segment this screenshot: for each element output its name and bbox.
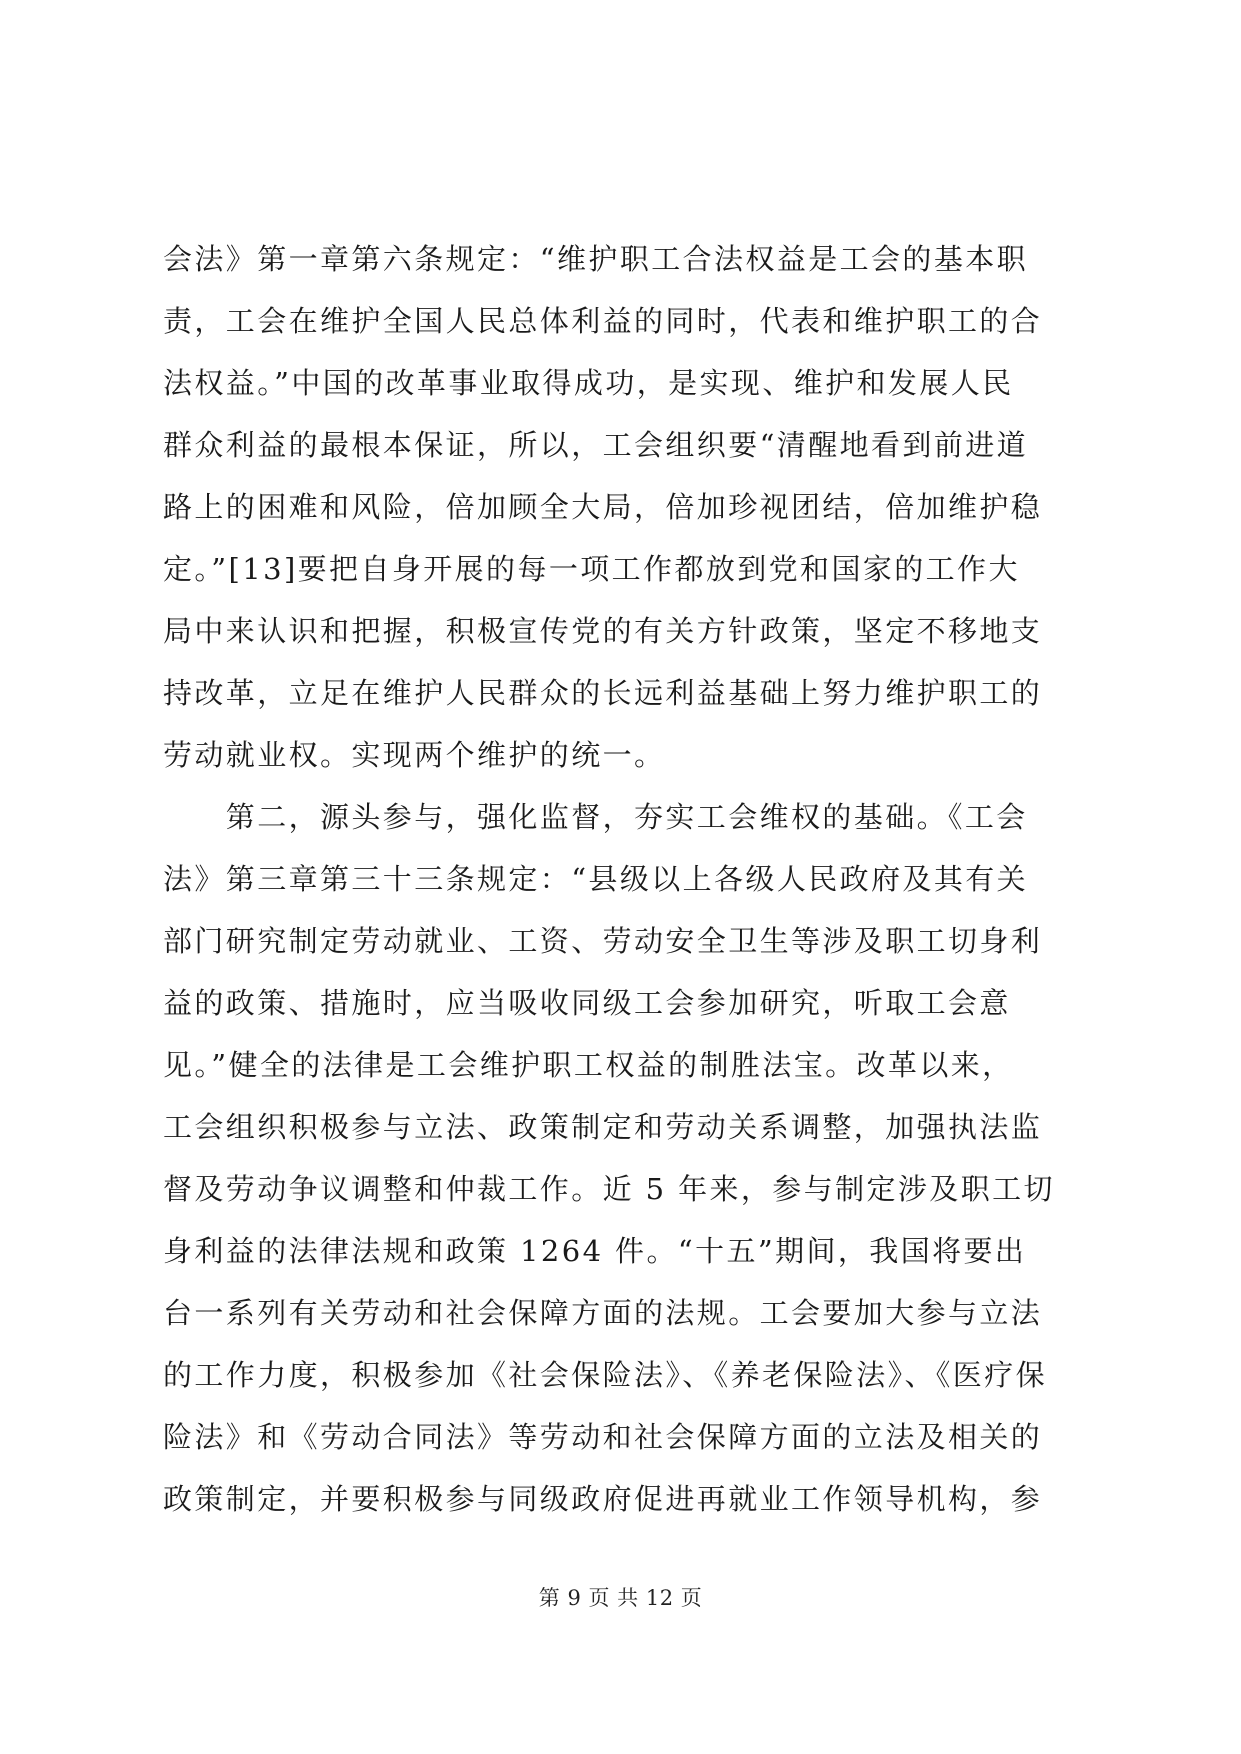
text-line: 路上的困难和风险，倍加顾全大局，倍加珍视团结，倍加维护稳 xyxy=(163,490,1043,524)
text-line: 工会组织积极参与立法、政策制定和劳动关系调整，加强执法监 xyxy=(163,1110,1043,1144)
text-line: 劳动就业权。实现两个维护的统一。 xyxy=(163,738,666,772)
text-line: 法》第三章第三十三条规定：“县级以上各级人民政府及其有关 xyxy=(163,862,1029,896)
text-line: 见。”健全的法律是工会维护职工权益的制胜法宝。改革以来， xyxy=(163,1048,1014,1082)
text-line: 部门研究制定劳动就业、工资、劳动安全卫生等涉及职工切身利 xyxy=(163,924,1043,958)
text-line: 局中来认识和把握，积极宣传党的有关方针政策，坚定不移地支 xyxy=(163,614,1043,648)
text-line: 法权益。”中国的改革事业取得成功，是实现、维护和发展人民 xyxy=(163,366,1014,400)
text-line: 群众利益的最根本保证，所以，工会组织要“清醒地看到前进道 xyxy=(163,428,1029,462)
page-number-footer: 第 9 页 共 12 页 xyxy=(538,1586,703,1610)
text-line: 会法》第一章第六条规定：“维护职工合法权益是工会的基本职 xyxy=(163,242,1029,276)
text-line: 责，工会在维护全国人民总体利益的同时，代表和维护职工的合 xyxy=(163,304,1043,338)
text-line: 定。”[13]要把自身开展的每一项工作都放到党和国家的工作大 xyxy=(163,552,1020,586)
body-text xyxy=(163,228,1083,1530)
text-line: 持改革，立足在维护人民群众的长远利益基础上努力维护职工的 xyxy=(163,676,1043,710)
text-line: 政策制定，并要积极参与同级政府促进再就业工作领导机构，参 xyxy=(163,1482,1043,1516)
text-line: 益的政策、措施时，应当吸收同级工会参加研究，听取工会意 xyxy=(163,986,1011,1020)
text-line: 险法》和《劳动合同法》等劳动和社会保障方面的立法及相关的 xyxy=(163,1420,1043,1454)
text-line: 身利益的法律法规和政策 1264 件。“十五”期间，我国将要出 xyxy=(163,1234,1027,1268)
text-line: 台一系列有关劳动和社会保障方面的法规。工会要加大参与立法 xyxy=(163,1296,1043,1330)
text-line: 督及劳动争议调整和仲裁工作。近 5 年来，参与制定涉及职工切 xyxy=(163,1172,1055,1206)
text-line: 第二，源头参与，强化监督，夯实工会维权的基础。《工会 xyxy=(163,800,1028,834)
text-line: 的工作力度，积极参加《社会保险法》、《养老保险法》、《医疗保 xyxy=(163,1358,1048,1392)
